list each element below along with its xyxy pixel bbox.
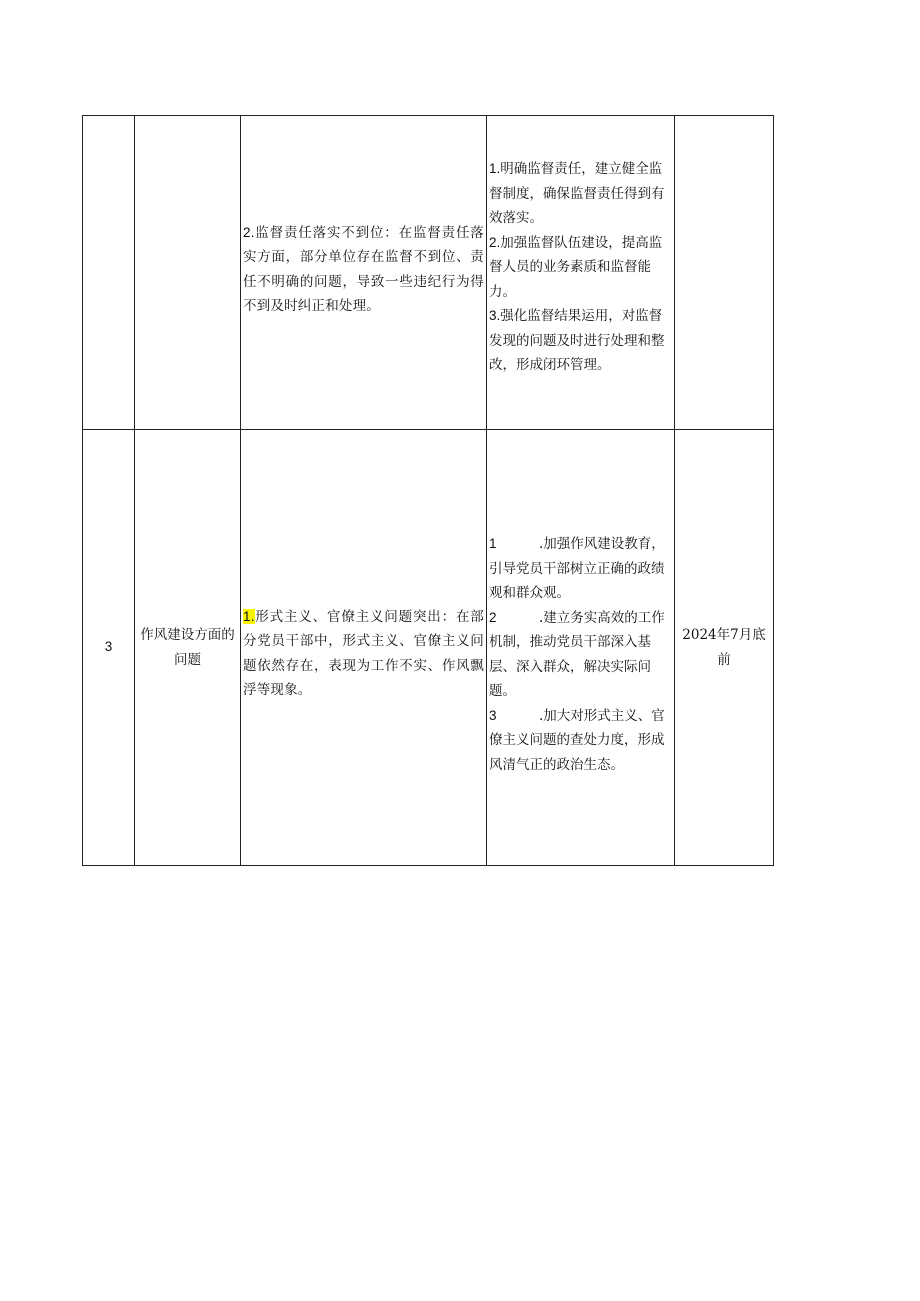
measure-item: [489, 157, 673, 231]
category-text: 作风建设方面的问题: [140, 627, 235, 668]
measure-text: 加强监督队伍建设，提高监督人员的业务素质和监督能力。: [489, 234, 663, 300]
issue-cell: [241, 116, 487, 430]
table-row: [83, 430, 774, 866]
measure-text: .加大对形式主义、官僚主义问题的查处力度，形成风清气正的政治生态。: [489, 707, 665, 773]
measures-list: [487, 157, 674, 378]
issue-text: [241, 221, 486, 319]
measures-cell: [487, 430, 675, 866]
issue-description: 监督责任落实不到位：在监督责任落实方面，部分单位存在监督不到位、责任不明确的问题，导致一些违纪行为得不到及时纠正和处理。: [243, 224, 484, 314]
issue-cell: [241, 430, 487, 866]
measures-cell: [487, 116, 675, 430]
measure-text: .加强作风建设教育，引导党员干部树立正确的政绩观和群众观。: [489, 536, 665, 601]
issue-number-highlighted: 1.: [243, 608, 255, 624]
measure-item: [489, 231, 673, 305]
measure-number: 1.: [489, 161, 501, 177]
measure-text: 明确监督责任，建立健全监督制度，确保监督责任得到有效落实。: [489, 161, 665, 227]
measure-number: 3.: [489, 308, 501, 324]
measure-item: [489, 606, 673, 704]
measure-number: 1: [489, 536, 497, 551]
measures-list: [487, 532, 674, 777]
row-number-cell: [83, 116, 135, 430]
issue-description: 形式主义、官僚主义问题突出：在部分党员干部中，形式主义、官僚主义问题依然存在，表现为工作不实、作风飘浮等现象。: [243, 608, 484, 698]
measure-number: 2.: [489, 234, 501, 250]
measure-item: [489, 532, 673, 606]
deadline-cell: [675, 116, 774, 430]
category-cell: [135, 116, 241, 430]
measure-text: .建立务实高效的工作机制，推动党员干部深入基层、深入群众，解决实际问题。: [489, 609, 665, 699]
category-cell: [135, 430, 241, 866]
rectification-table: [82, 115, 774, 866]
deadline-cell: [675, 430, 774, 866]
measure-item: [489, 704, 673, 778]
measure-item: [489, 304, 673, 378]
measure-number: 2: [489, 609, 497, 625]
row-number-cell: 3: [83, 430, 135, 866]
issue-text: [241, 605, 486, 703]
measure-text: 强化监督结果运用，对监督发现的问题及时进行处理和整改，形成闭环管理。: [489, 308, 665, 374]
deadline-text: 2024年7月底前: [682, 627, 766, 668]
table-row: [83, 116, 774, 430]
measure-number: 3: [489, 707, 497, 723]
issue-number: 2.: [243, 224, 255, 240]
